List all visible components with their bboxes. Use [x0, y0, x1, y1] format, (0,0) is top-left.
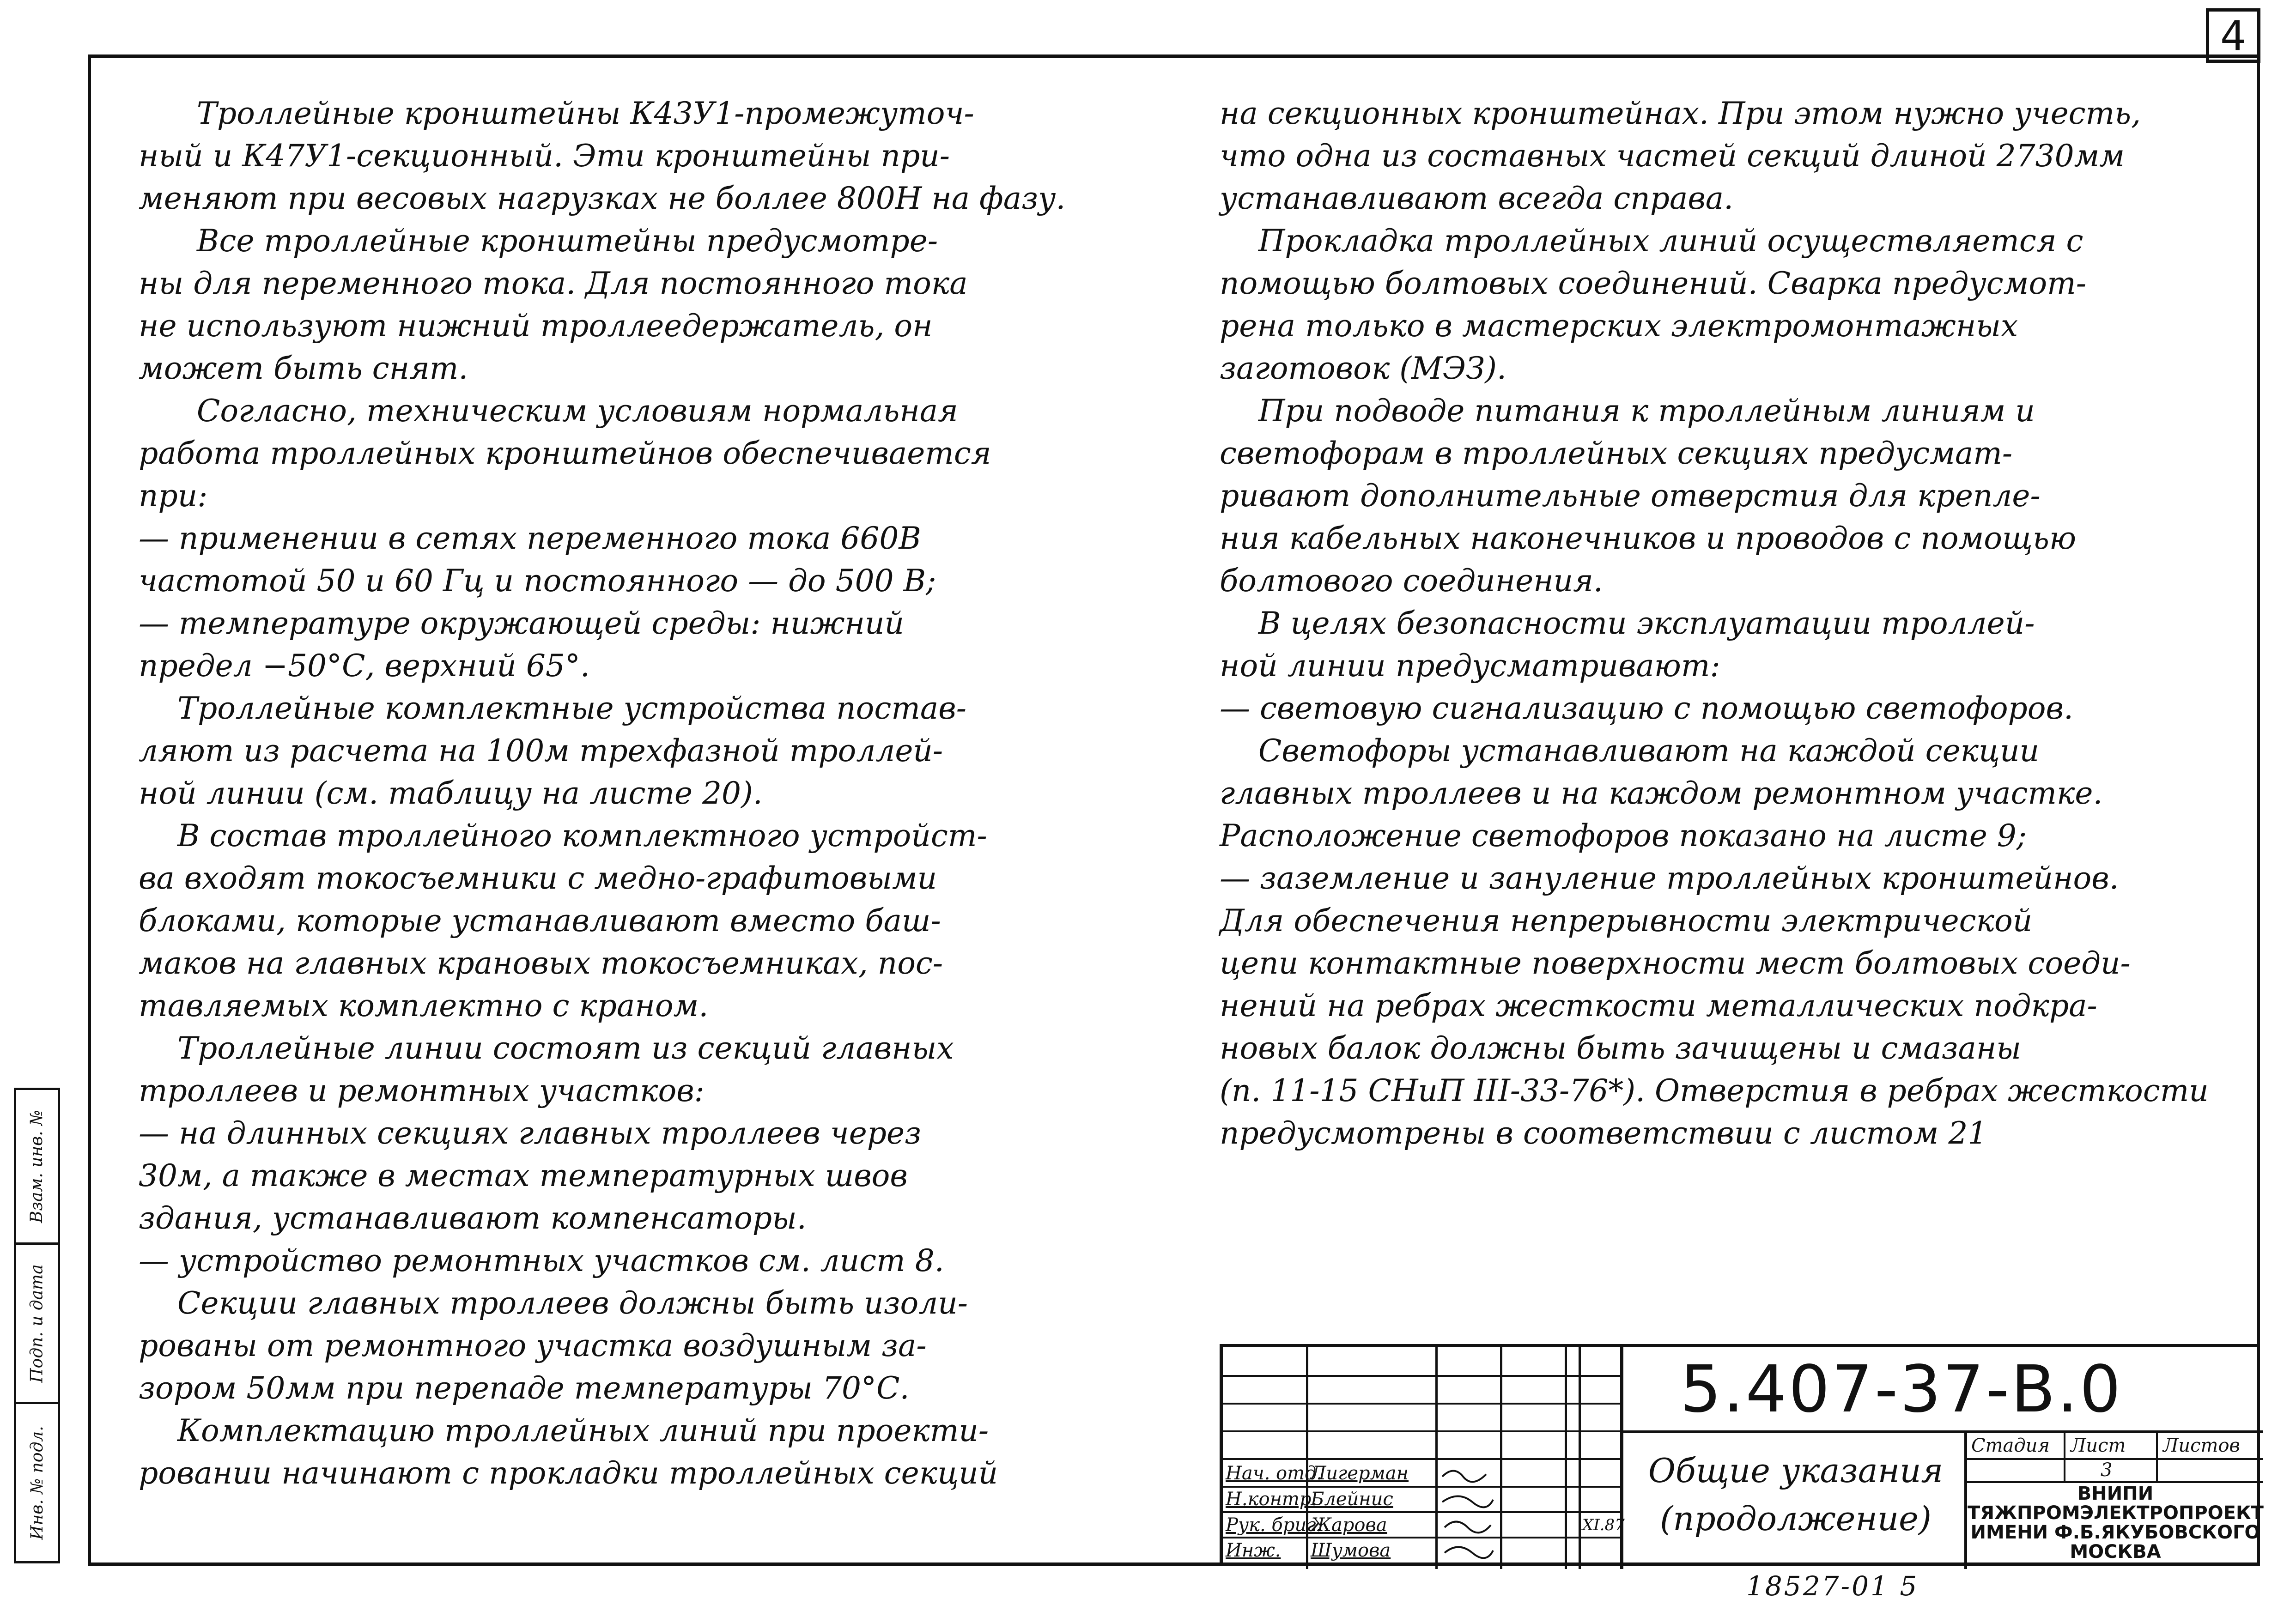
left-column-line: Секции главных троллеев должны быть изоли- — [139, 1285, 968, 1321]
right-column-line: рена только в мастерских электромонтажных — [1220, 308, 2018, 344]
left-column-line: маков на главных крановых токосъемниках, пос- — [139, 945, 943, 981]
sheets-label: Листов — [2163, 1435, 2240, 1456]
right-column-line: помощью болтовых соединений. Сварка предусмот- — [1220, 266, 2087, 301]
right-column-line: главных троллеев и на каждом ремонтном участке. — [1220, 775, 2103, 811]
left-column-line: Согласно, техническим условиям нормальная — [139, 393, 958, 429]
right-column-line: болтового соединения. — [1220, 563, 1603, 599]
sheet-title: Общие указания (продолжение) — [1648, 1451, 1944, 1538]
text-column-right — [1220, 92, 2209, 1155]
right-column-line: нений на ребрах жесткости металлических подкра- — [1220, 988, 2097, 1023]
sheet-value: 3 — [2101, 1460, 2113, 1481]
left-column-line: ный и К47У1-секционный. Эти кронштейны при- — [139, 138, 950, 174]
role-2: Н.контр. — [1226, 1489, 1318, 1510]
left-column-line: меняют при весовых нагрузках не боллее 800Н на фазу. — [139, 181, 1066, 216]
left-column-line: — устройство ремонтных участков см. лист 8. — [139, 1243, 944, 1278]
role-4: Инж. — [1226, 1540, 1281, 1561]
left-column-line: Троллейные линии состоят из секций главных — [139, 1030, 954, 1066]
left-column-line: здания, устанавливают компенсаторы. — [139, 1200, 807, 1236]
left-column-line: ровании начинают с прокладки троллейных секций — [139, 1455, 998, 1491]
right-column-line: ния кабельных наконечников и проводов с помощью — [1220, 521, 2077, 556]
sidebar-inv: Инв. № подл. — [27, 1425, 47, 1540]
right-column-line: Прокладка троллейных линий осуществляется с — [1220, 223, 2083, 259]
left-column-line: ной линии (см. таблицу на листе 20). — [139, 775, 763, 811]
left-column-line: ны для переменного тока. Для постоянного тока — [139, 266, 968, 301]
right-column-line: ривают дополнительные отверстия для крепле- — [1220, 478, 2041, 514]
left-column-line: зором 50мм при перепаде температуры 70°С. — [139, 1370, 910, 1406]
right-column-line: — световую сигнализацию с помощью светофоров. — [1220, 690, 2073, 726]
left-column-line: предел −50°С, верхний 65°. — [139, 648, 590, 684]
left-column-line: Комплектацию троллейных линий при проекти- — [139, 1413, 989, 1448]
doc-code: 5.407-37-В.0 — [1680, 1352, 2123, 1427]
left-column-line: рованы от ремонтного участка воздушным за- — [139, 1328, 927, 1363]
role-1: Нач. отд. — [1226, 1463, 1323, 1484]
sheet-label: Лист — [2071, 1435, 2126, 1456]
name-2: Блейнис — [1311, 1489, 1393, 1510]
left-column-line: — применении в сетях переменного тока 660В — [139, 521, 921, 556]
name-4: Шумова — [1311, 1540, 1391, 1561]
inventory-number: 18527-01 5 — [1746, 1570, 1919, 1602]
left-column-line: тавляемых комплектно с краном. — [139, 988, 709, 1023]
left-column-line: Все троллейные кронштейны предусмотре- — [139, 223, 938, 259]
left-column-line: может быть снят. — [139, 351, 468, 386]
text-column-left — [139, 92, 1065, 1495]
right-column-line: Расположение светофоров показано на листе 9; — [1220, 818, 2027, 854]
sidebar-stamp — [14, 1088, 60, 1563]
right-column-line: При подводе питания к троллейным линиям и — [1220, 393, 2035, 429]
sheet-number: 4 — [2206, 8, 2260, 63]
organization: ВНИПИ ТЯЖПРОМЭЛЕКТРОПРОЕКТ ИМЕНИ Ф.Б.ЯКУБОВСКОГО МОСКВА — [1968, 1483, 2264, 1562]
right-column-line: цепи контактные поверхности мест болтовых соеди- — [1220, 945, 2131, 981]
right-column-line: Светофоры устанавливают на каждой секции — [1220, 733, 2040, 769]
title-block — [1220, 1344, 2264, 1566]
right-column-line: предусмотрены в соответствии с листом 21 — [1220, 1115, 1987, 1151]
sidebar-podp: Подп. и дата — [16, 1245, 58, 1404]
right-column-line: (п. 11-15 СНиП III-33-76*). Отверстия в ребрах жесткости — [1220, 1073, 2209, 1108]
left-column-line: В состав троллейного комплектного устройст- — [139, 818, 987, 854]
right-column-line: заготовок (МЭЗ). — [1220, 351, 1506, 386]
right-column-line: — заземление и зануление троллейных кронштейнов. — [1220, 860, 2119, 896]
left-column-line: при: — [139, 478, 208, 514]
name-3: Жарова — [1311, 1514, 1387, 1536]
left-column-line: Троллейные кронштейны К43У1-промежуточ- — [139, 96, 974, 131]
left-column-line: ляют из расчета на 100м трехфазной троллей- — [139, 733, 943, 769]
left-column-line: — температуре окружающей среды: нижний — [139, 606, 904, 641]
left-column-line: блоками, которые устанавливают вместо баш- — [139, 903, 941, 939]
right-column-line: ной линии предусматривают: — [1220, 648, 1720, 684]
name-1: Лигерман — [1311, 1463, 1409, 1484]
left-column-line: частотой 50 и 60 Гц и постоянного — до 500 В; — [139, 563, 936, 599]
stage-label: Стадия — [1971, 1435, 2050, 1456]
right-column-line: устанавливают всегда справа. — [1220, 181, 1734, 216]
right-column-line: новых балок должны быть зачищены и смазаны — [1220, 1030, 2022, 1066]
role-3: Рук. бриг. — [1226, 1514, 1322, 1536]
right-column-line: что одна из составных частей секций длиной 2730мм — [1220, 138, 2125, 174]
left-column-line: Троллейные комплектные устройства постав- — [139, 690, 966, 726]
left-column-line: 30м, а также в местах температурных швов — [139, 1158, 908, 1193]
right-column-line: на секционных кронштейнах. При этом нужно учесть, — [1220, 96, 2141, 131]
left-column-line: — на длинных секциях главных троллеев через — [139, 1115, 922, 1151]
right-column-line: светофорам в троллейных секциях предусмат- — [1220, 436, 2013, 471]
right-column-line: В целях безопасности эксплуатации троллей- — [1220, 606, 2035, 641]
right-column-line: Для обеспечения непрерывности электрической — [1220, 903, 2033, 939]
left-column-line: ва входят токосъемники с медно-графитовыми — [139, 860, 937, 896]
date: XI.87 — [1582, 1516, 1625, 1534]
sidebar-vzam: Взам. инв. № — [16, 1090, 58, 1245]
left-column-line: троллеев и ремонтных участков: — [139, 1073, 705, 1108]
left-column-line: работа троллейных кронштейнов обеспечивается — [139, 436, 991, 471]
left-column-line: не используют нижний троллеедержатель, он — [139, 308, 933, 344]
signatures — [1440, 1463, 1498, 1564]
